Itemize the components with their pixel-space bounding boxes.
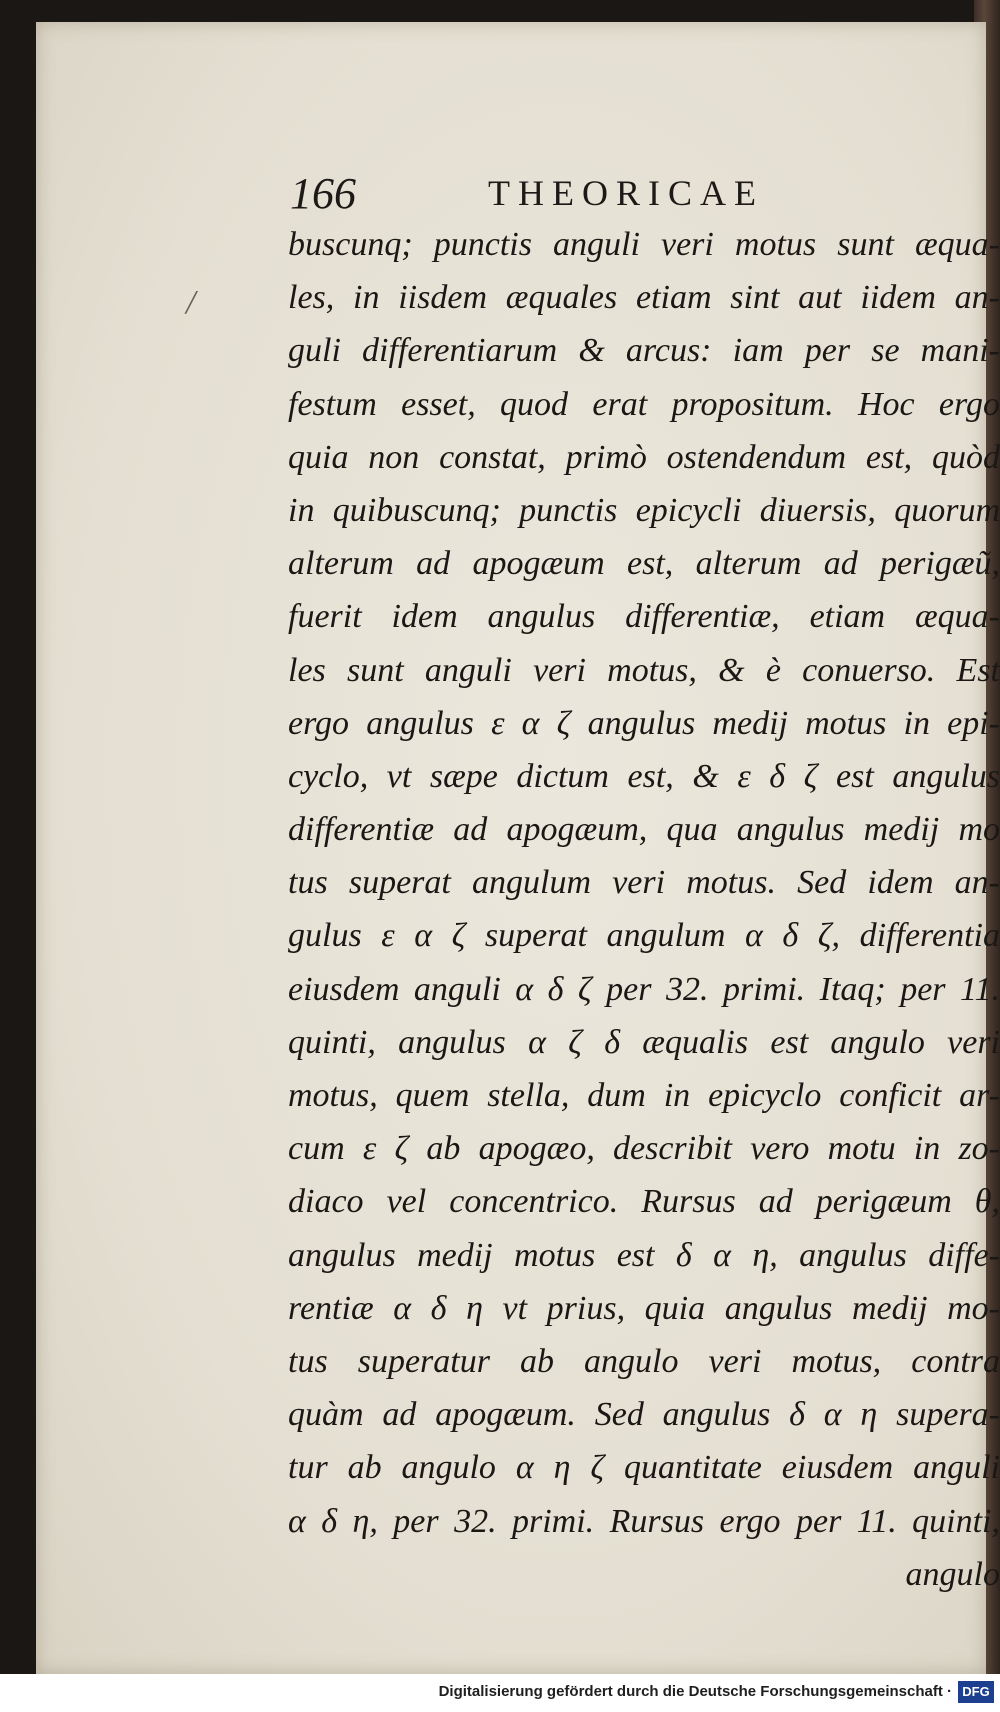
text-line: quinti, angulus α ζ δ æqualis est angulo veri (288, 1023, 1000, 1061)
text-line: gulus ε α ζ superat angulum α δ ζ, differentia (288, 917, 1000, 955)
text-line: cum ε ζ ab apogæo, describit vero motu in zo- (288, 1130, 1000, 1168)
book-page (36, 22, 1000, 1674)
text-line: ergo angulus ε α ζ angulus medij motus in epi- (288, 704, 1000, 742)
text-line: diaco vel concentrico. Rursus ad perigæum θ, (288, 1183, 1000, 1221)
text-line: tus superat angulum veri motus. Sed idem an- (288, 864, 1000, 902)
text-line: festum esset, quod erat propositum. Hoc ergo (288, 385, 1000, 423)
text-line: quia non constat, primò ostendendum est, quòd (288, 438, 1000, 476)
text-line: tur ab angulo α η ζ quantitate eiusdem anguli (288, 1449, 1000, 1487)
text-line: cyclo, vt sæpe dictum est, & ε δ ζ est angulus (288, 757, 1000, 795)
margin-mark: / (186, 284, 196, 321)
page-header (36, 154, 986, 224)
text-line: les sunt anguli veri motus, & è conuerso. Est (288, 651, 1000, 689)
running-title: THEORICAE (488, 173, 764, 213)
text-line: guli differentiarum & arcus: iam per se mani- (288, 332, 1000, 370)
text-line: fuerit idem angulus differentiæ, etiam æqua- (288, 598, 1000, 636)
text-line: les, in iisdem æquales etiam sint aut iidem an- (288, 279, 1000, 317)
text-line: in quibuscunq; punctis epicycli diuersis, quorum (288, 491, 1000, 529)
body-text (288, 218, 1000, 1601)
text-line: motus, quem stella, dum in epicyclo conficit ar- (288, 1077, 1000, 1114)
text-line: tus superatur ab angulo veri motus, contra (288, 1342, 1000, 1380)
text-line: rentiæ α δ η vt prius, quia angulus medij mo- (288, 1289, 1000, 1327)
text-line: α δ η, per 32. primi. Rursus ergo per 11. quinti, (288, 1502, 1000, 1540)
digitization-footer (0, 1674, 1000, 1712)
dfg-logo: DFG (958, 1681, 994, 1703)
page-number: 166 (290, 169, 356, 218)
text-line: alterum ad apogæum est, alterum ad perigæũ, (288, 545, 1000, 583)
text-line: buscunq; punctis anguli veri motus sunt æqua- (288, 226, 1000, 263)
text-line: angulus medij motus est δ α η, angulus diffe- (288, 1236, 1000, 1274)
funding-notice: Digitalisierung gefördert durch die Deutsche Forschungsgemeinschaft · (438, 1683, 952, 1700)
text-line: eiusdem anguli α δ ζ per 32. primi. Itaq; per 11. (288, 970, 1000, 1008)
text-line: quàm ad apogæum. Sed angulus δ α η superа- (288, 1396, 1000, 1434)
catchword: angulo (905, 1555, 1000, 1593)
text-line: differentiæ ad apogæum, qua angulus medij mo (288, 811, 1000, 849)
